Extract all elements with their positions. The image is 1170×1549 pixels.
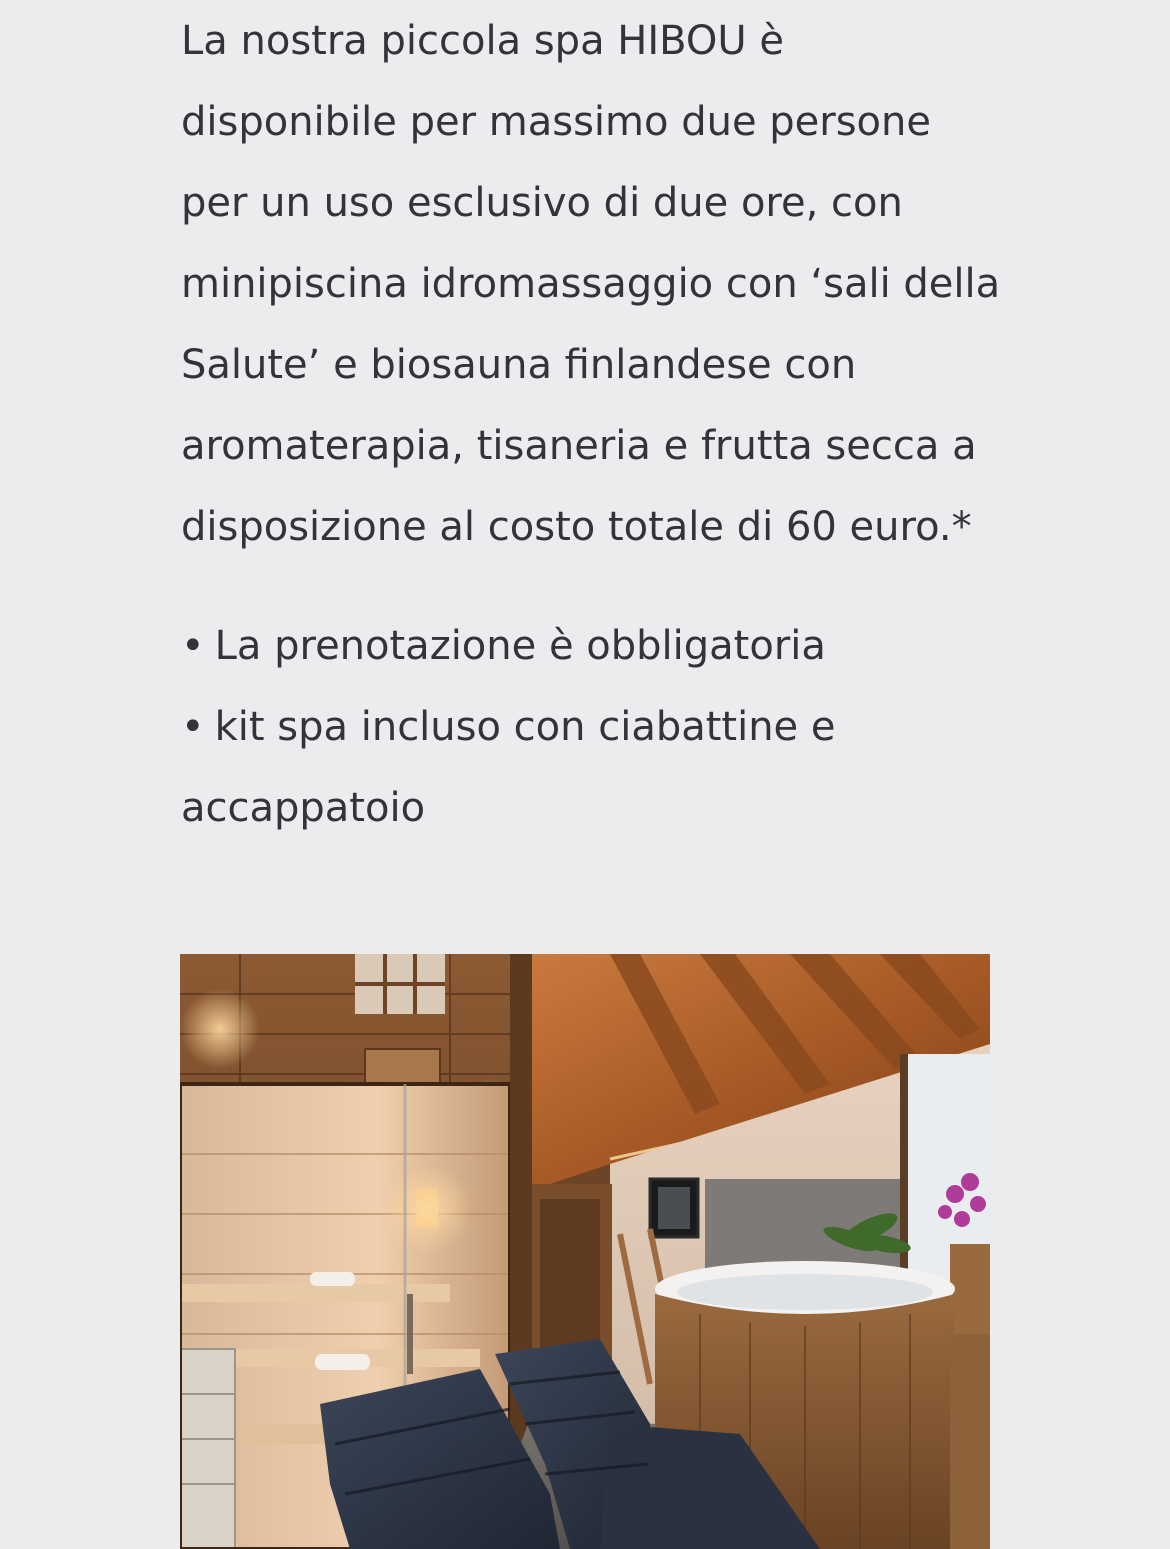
- feature-list: [181, 606, 1001, 849]
- list-item: [181, 606, 1001, 687]
- spa-room-photo: [180, 954, 990, 1549]
- intro-paragraph: La nostra piccola spa HIBOU è disponibile per massimo due persone per un uso esclusivo di due ore, con minipiscina idromassaggio con ‘sali della Salute’ e biosauna finlandese con aromaterapia, tisaneria e frutta secca a disposizione al costo totale di 60 euro.*: [181, 18, 1001, 550]
- list-item-text: kit spa incluso con ciabattine e accappatoio: [181, 704, 836, 831]
- list-item: [181, 687, 1001, 849]
- article-content: [181, 0, 1001, 849]
- list-item-text: La prenotazione è obbligatoria: [214, 623, 826, 669]
- bullet-icon: •: [181, 623, 205, 669]
- bullet-icon: •: [181, 704, 205, 750]
